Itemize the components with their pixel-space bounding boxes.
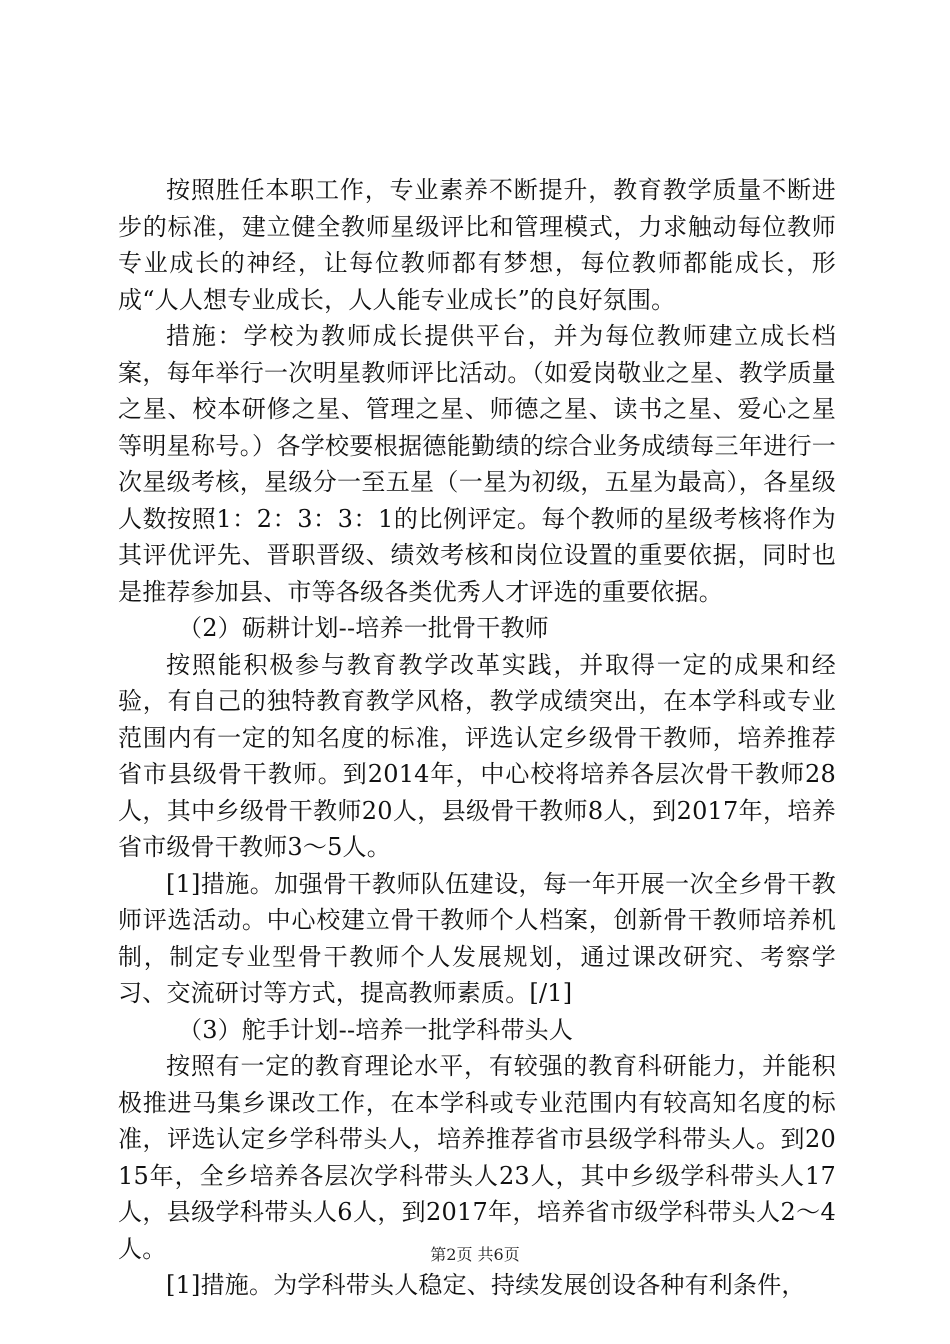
- section-heading-subject-leaders: （3）舵手计划--培养一批学科带头人: [178, 1015, 574, 1044]
- section-heading-backbone-teachers: （2）砺耕计划--培养一批骨干教师: [178, 614, 549, 642]
- paragraph-backbone-teachers-measures: [1]措施。加强骨干教师队伍建设，每一年开展一次全乡骨干教师评选活动。中心校建立骨干教师个人档案，创新骨干教师培养机制，制定专业型骨干教师个人发展规划，通过课改研究、考察学习、交流研讨等方式，提高教师素质。[/1]: [118, 869, 836, 1007]
- paragraph-star-rating-goal: 按照胜任本职工作，专业素养不断提升，教育教学质量不断进步的标准，建立健全教师星级评比和管理模式，力求触动每位教师专业成长的神经，让每位教师都有梦想，每位教师都能成长，形成“人人想专业成长，人人能专业成长”的良好氛围。: [118, 176, 836, 314]
- paragraph-subject-leaders-measures: [1]措施。为学科带头人稳定、持续发展创设各种有利条件，: [166, 1271, 806, 1299]
- page-number-footer: 第2页 共6页: [430, 1245, 520, 1264]
- paragraph-star-rating-measures: 措施：学校为教师成长提供平台，并为每位教师建立成长档案，每年举行一次明星教师评比活动。（如爱岗敬业之星、教学质量之星、校本研修之星、管理之星、师德之星、读书之星、爱心之星等明星称号。）各学校要根据德能勤绩的综合业务成绩每三年进行一次星级考核，星级分一至五星（一星为初级，五星为最高），各星级人数按照1：2：3：3：1的比例评定。每个教师的星级考核将作为其评优评先、晋职晋级、绩效考核和岗位设置的重要依据，同时也是推荐参加县、市等各级各类优秀人才评选的重要依据。: [118, 322, 836, 606]
- paragraph-subject-leaders-goal: 按照有一定的教育理论水平，有较强的教育科研能力，并能积极推进马集乡课改工作，在本学科或专业范围内有较高知名度的标准，评选认定乡学科带头人，培养推荐省市县级学科带头人。到2015年，全乡培养各层次学科带头人23人，其中乡级学科带头人17人，县级学科带头人6人，到2017年，培养省市级学科带头人2～4人。: [118, 1052, 836, 1263]
- paragraph-backbone-teachers-goal: 按照能积极参与教育教学改革实践，并取得一定的成果和经验，有自己的独特教育教学风格，教学成绩突出，在本学科或专业范围内有一定的知名度的标准，评选认定乡级骨干教师，培养推荐省市县级骨干教师。到2014年，中心校将培养各层次骨干教师28人，其中乡级骨干教师20人，县级骨干教师8人，到2017年，培养省市级骨干教师3～5人。: [118, 650, 836, 861]
- document-body: [118, 172, 836, 1304]
